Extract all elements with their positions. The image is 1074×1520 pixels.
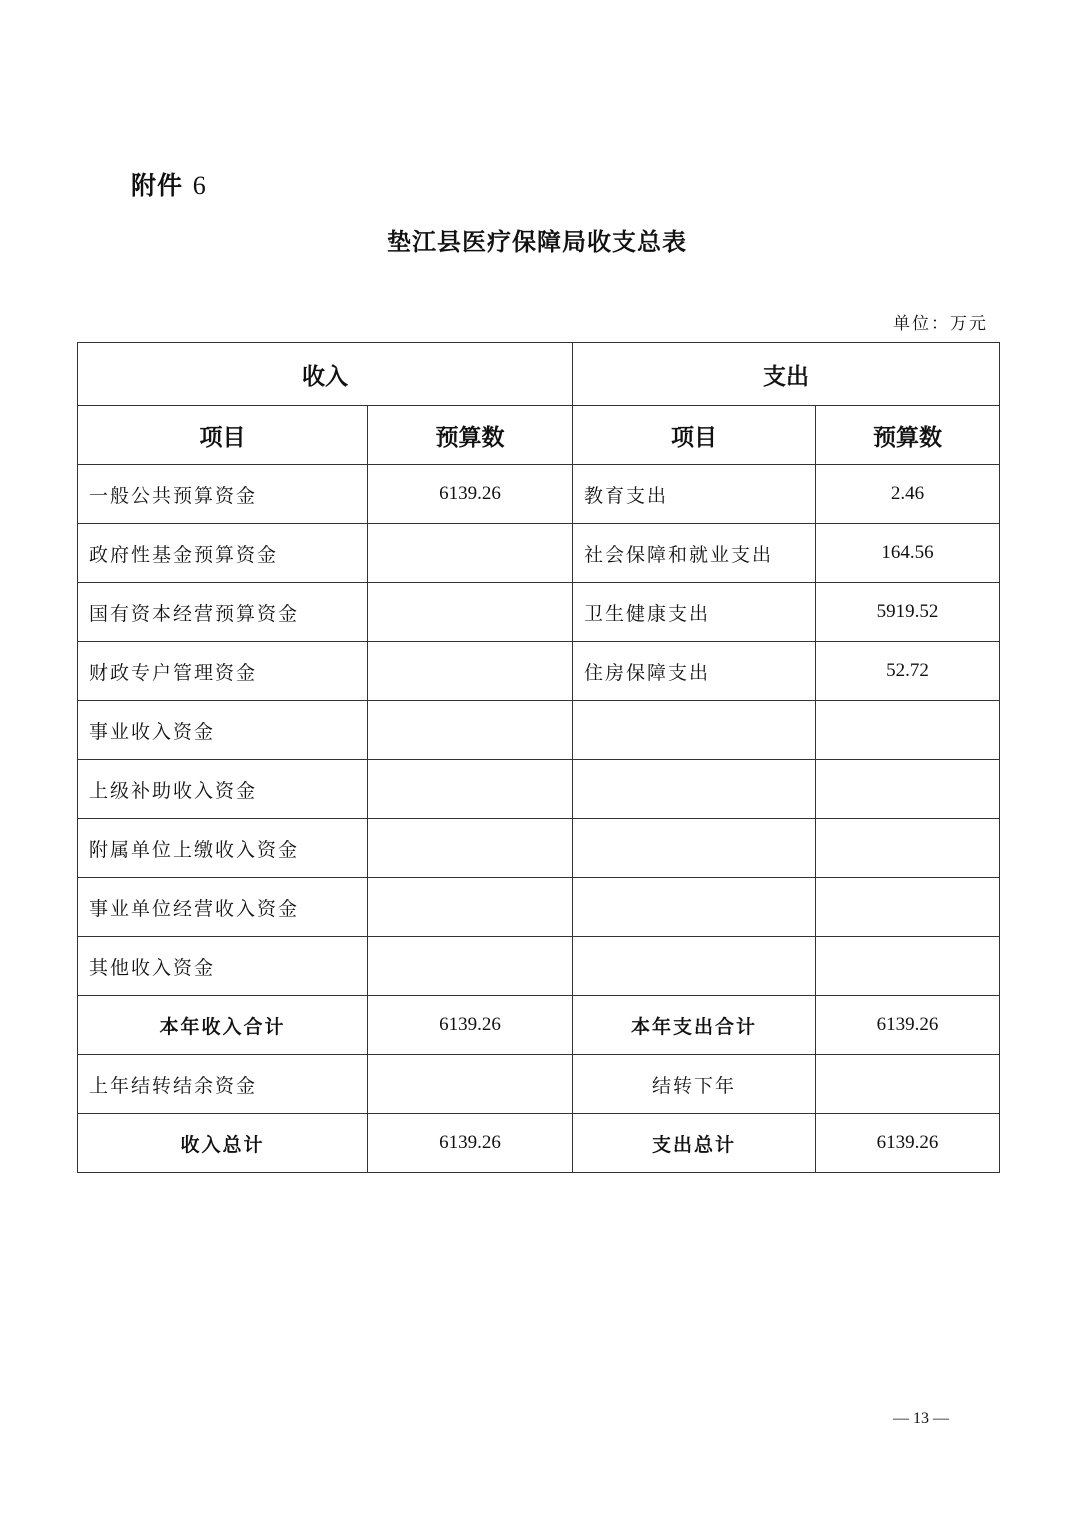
expense-amount	[816, 878, 1000, 937]
column-header-row	[78, 406, 1000, 465]
income-amount	[368, 642, 573, 701]
attachment-label	[131, 166, 207, 202]
expense-item-header: 项目	[573, 406, 816, 465]
income-item: 事业单位经营收入资金	[78, 878, 368, 937]
income-amount: 6139.26	[368, 465, 573, 524]
expense-item	[573, 760, 816, 819]
income-item: 国有资本经营预算资金	[78, 583, 368, 642]
table-row	[78, 760, 1000, 819]
income-item-header: 项目	[78, 406, 368, 465]
income-item: 其他收入资金	[78, 937, 368, 996]
income-amount	[368, 819, 573, 878]
income-amount	[368, 583, 573, 642]
expense-item: 住房保障支出	[573, 642, 816, 701]
income-item: 附属单位上缴收入资金	[78, 819, 368, 878]
income-amount	[368, 937, 573, 996]
income-item: 财政专户管理资金	[78, 642, 368, 701]
year-income-total-label: 本年收入合计	[78, 996, 368, 1055]
expense-grand-total-label: 支出总计	[573, 1114, 816, 1173]
year-expense-total-amount: 6139.26	[816, 996, 1000, 1055]
expense-amount	[816, 819, 1000, 878]
expense-item: 社会保障和就业支出	[573, 524, 816, 583]
expense-amount	[816, 937, 1000, 996]
expense-amount: 52.72	[816, 642, 1000, 701]
income-grand-total-label: 收入总计	[78, 1114, 368, 1173]
prior-year-carryover-amount	[368, 1055, 573, 1114]
expense-item: 卫生健康支出	[573, 583, 816, 642]
table-row	[78, 878, 1000, 937]
table-row	[78, 701, 1000, 760]
income-item: 一般公共预算资金	[78, 465, 368, 524]
prior-year-carryover-label: 上年结转结余资金	[78, 1055, 368, 1114]
year-total-row	[78, 996, 1000, 1055]
next-year-carryover-label: 结转下年	[573, 1055, 816, 1114]
grand-total-row	[78, 1114, 1000, 1173]
year-expense-total-label: 本年支出合计	[573, 996, 816, 1055]
income-amount-header: 预算数	[368, 406, 573, 465]
attachment-text: 附件	[131, 171, 184, 200]
expense-amount: 5919.52	[816, 583, 1000, 642]
expense-amount: 2.46	[816, 465, 1000, 524]
income-amount	[368, 878, 573, 937]
expense-amount-header: 预算数	[816, 406, 1000, 465]
expense-item	[573, 701, 816, 760]
expense-section-header: 支出	[573, 343, 1000, 406]
expense-amount: 164.56	[816, 524, 1000, 583]
expense-item: 教育支出	[573, 465, 816, 524]
expense-item	[573, 819, 816, 878]
table-row	[78, 819, 1000, 878]
page-number: — 13 —	[893, 1410, 949, 1427]
expense-grand-total-amount: 6139.26	[816, 1114, 1000, 1173]
income-grand-total-amount: 6139.26	[368, 1114, 573, 1173]
table-row	[78, 524, 1000, 583]
year-income-total-amount: 6139.26	[368, 996, 573, 1055]
section-header-row	[78, 343, 1000, 406]
expense-amount	[816, 760, 1000, 819]
expense-item	[573, 937, 816, 996]
unit-label: 单位：万元	[893, 314, 988, 334]
table-row	[78, 642, 1000, 701]
income-item: 上级补助收入资金	[78, 760, 368, 819]
budget-table	[77, 342, 1000, 1173]
table-row	[78, 465, 1000, 524]
expense-amount	[816, 701, 1000, 760]
income-amount	[368, 701, 573, 760]
income-item: 政府性基金预算资金	[78, 524, 368, 583]
income-section-header: 收入	[78, 343, 573, 406]
carryover-row	[78, 1055, 1000, 1114]
table-row	[78, 937, 1000, 996]
attachment-number: 6	[192, 171, 207, 200]
next-year-carryover-amount	[816, 1055, 1000, 1114]
income-amount	[368, 760, 573, 819]
income-amount	[368, 524, 573, 583]
expense-item	[573, 878, 816, 937]
table-row	[78, 583, 1000, 642]
income-item: 事业收入资金	[78, 701, 368, 760]
document-title: 垫江县医疗保障局收支总表	[387, 227, 687, 256]
